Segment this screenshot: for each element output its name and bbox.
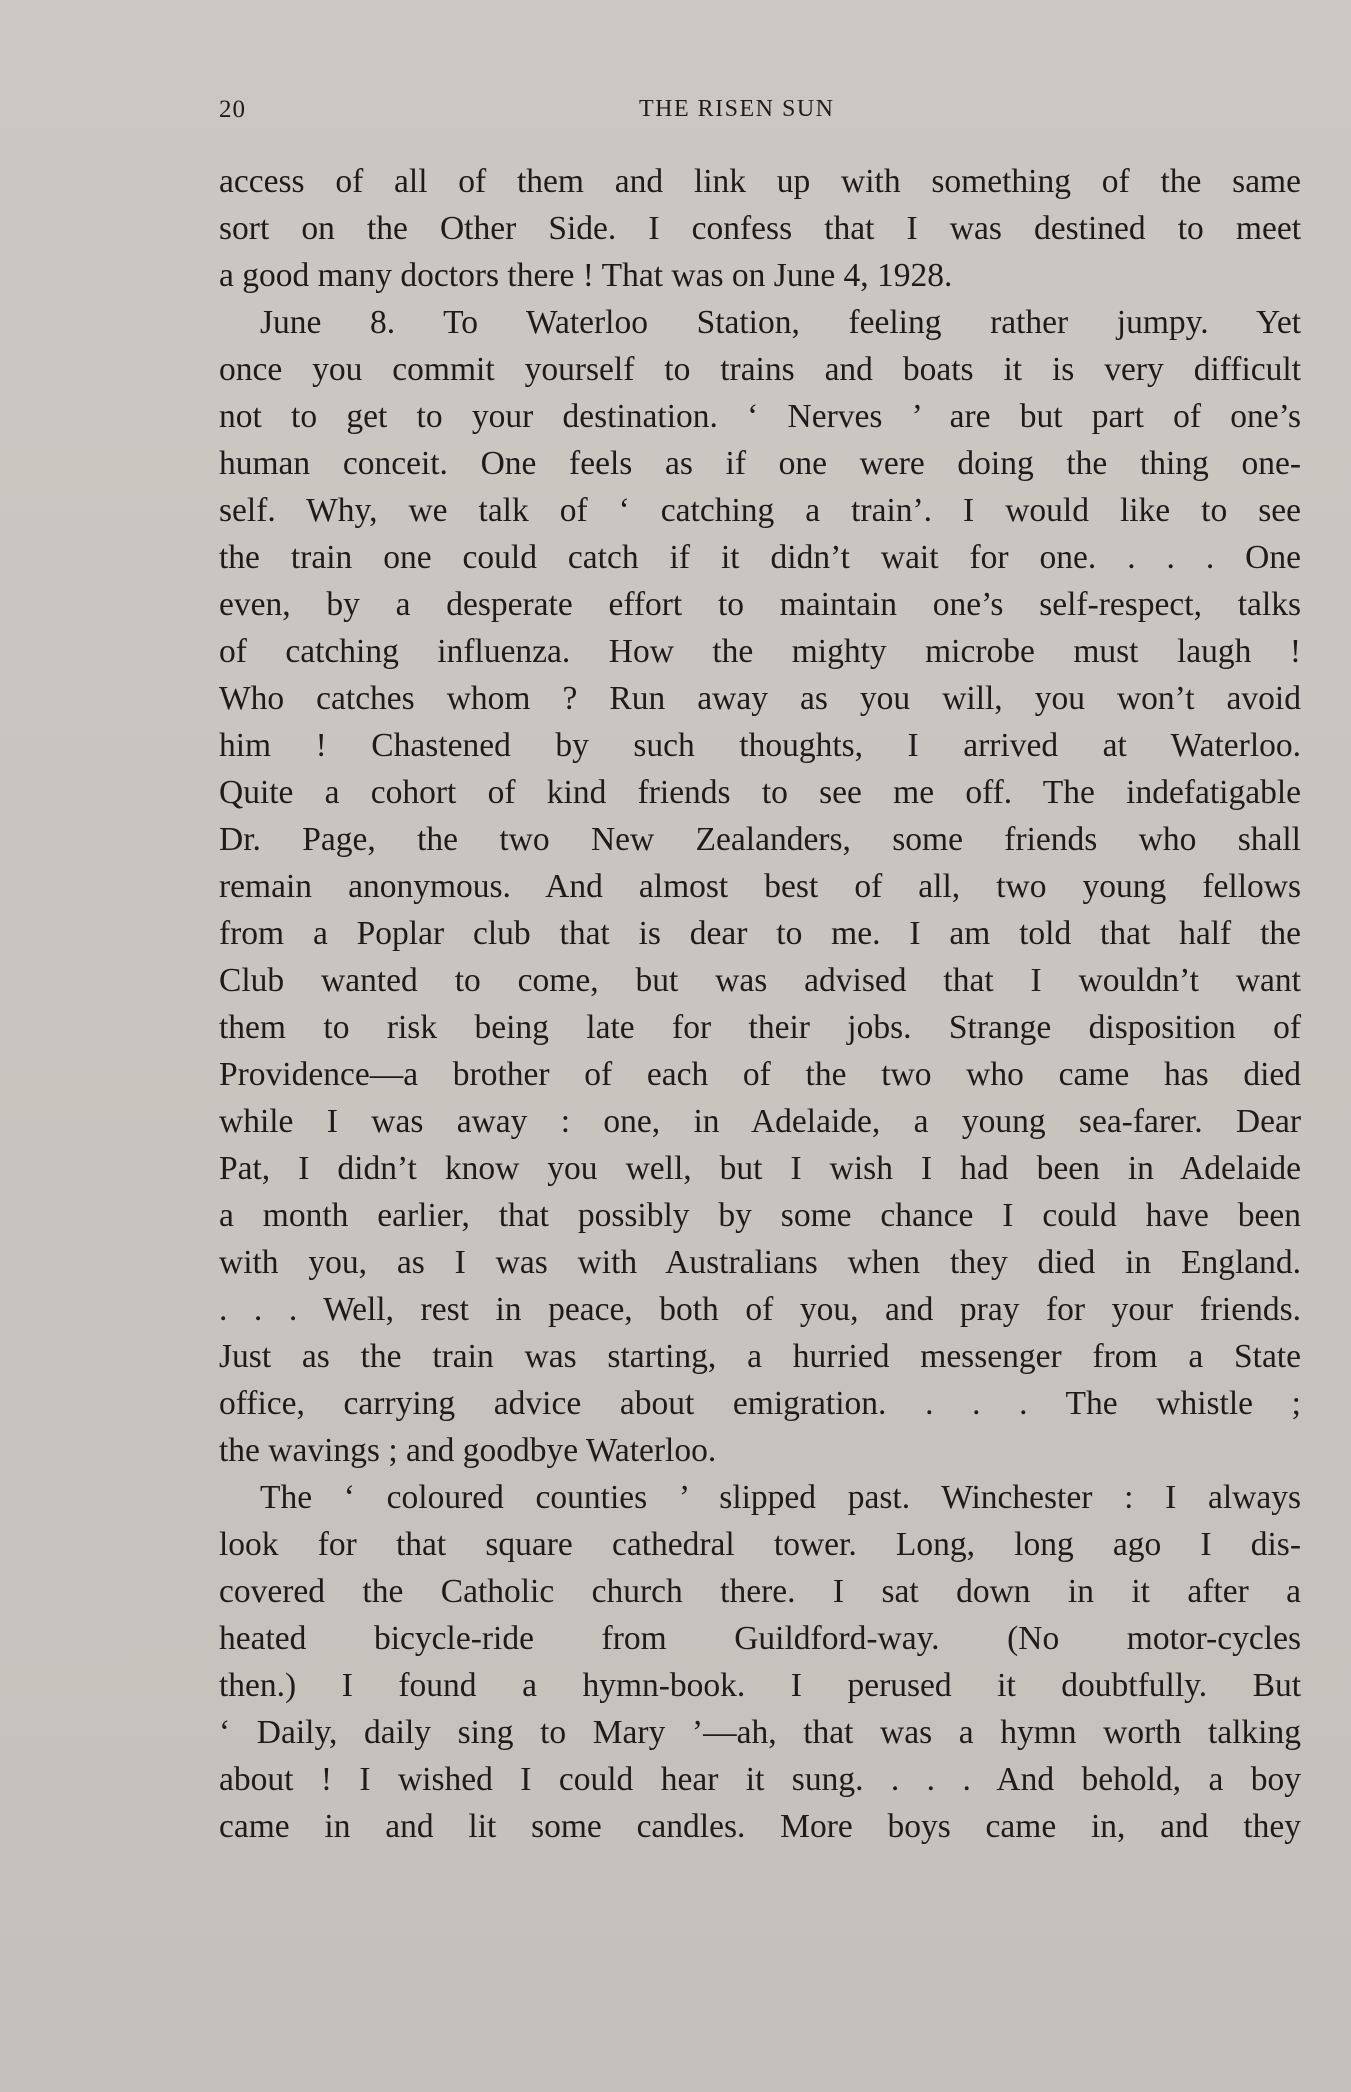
- text-line: covered the Catholic church there. I sat down in it after a: [219, 1573, 1301, 1610]
- text-line: from a Poplar club that is dear to me. I am told that half the: [219, 915, 1301, 952]
- text-line: remain anonymous. And almost best of all, two young fellows: [219, 868, 1301, 905]
- text-line: Club wanted to come, but was advised that I wouldn’t want: [219, 962, 1301, 999]
- text-line: look for that square cathedral tower. Long, long ago I dis-: [219, 1526, 1301, 1563]
- running-title: THE RISEN SUN: [639, 96, 835, 122]
- text-line: not to get to your destination. ‘ Nerves ’ are but part of one’s: [219, 398, 1301, 435]
- text-line: heated bicycle-ride from Guildford-way. (No motor-cycles: [219, 1620, 1301, 1657]
- text-line: even, by a desperate effort to maintain one’s self-respect, talks: [219, 586, 1301, 623]
- text-line: while I was away : one, in Adelaide, a young sea-farer. Dear: [219, 1103, 1301, 1140]
- text-line: access of all of them and link up with something of the same: [219, 163, 1301, 200]
- text-line: of catching influenza. How the mighty microbe must laugh !: [219, 633, 1301, 670]
- body-text: [219, 158, 1301, 1850]
- text-line: then.) I found a hymn-book. I perused it doubtfully. But: [219, 1667, 1301, 1704]
- text-line: Providence—a brother of each of the two who came has died: [219, 1056, 1301, 1093]
- text-line: once you commit yourself to trains and boats it is very difficult: [219, 351, 1301, 388]
- text-line: him ! Chastened by such thoughts, I arrived at Waterloo.: [219, 727, 1301, 764]
- text-line: sort on the Other Side. I confess that I was destined to meet: [219, 210, 1301, 247]
- text-line: about ! I wished I could hear it sung. . . . And behold, a boy: [219, 1761, 1301, 1798]
- text-line: a good many doctors there ! That was on June 4, 1928.: [219, 257, 953, 294]
- text-line: office, carrying advice about emigration. . . . The whistle ;: [219, 1385, 1301, 1422]
- text-line: Dr. Page, the two New Zealanders, some friends who shall: [219, 821, 1301, 858]
- page-number: 20: [219, 96, 246, 123]
- running-head: [219, 96, 1299, 136]
- text-line: The ‘ coloured counties ’ slipped past. Winchester : I always: [260, 1479, 1301, 1516]
- text-line: them to risk being late for their jobs. Strange disposition of: [219, 1009, 1301, 1046]
- text-line: . . . Well, rest in peace, both of you, and pray for your friends.: [219, 1291, 1301, 1328]
- text-line: came in and lit some candles. More boys came in, and they: [219, 1808, 1301, 1845]
- text-line: Quite a cohort of kind friends to see me off. The indefatigable: [219, 774, 1301, 811]
- text-line: the wavings ; and goodbye Waterloo.: [219, 1432, 717, 1469]
- text-line: a month earlier, that possibly by some chance I could have been: [219, 1197, 1301, 1234]
- text-line: Pat, I didn’t know you well, but I wish I had been in Adelaide: [219, 1150, 1301, 1187]
- text-line: June 8. To Waterloo Station, feeling rather jumpy. Yet: [260, 304, 1301, 341]
- text-line: self. Why, we talk of ‘ catching a train’. I would like to see: [219, 492, 1301, 529]
- text-line: Just as the train was starting, a hurried messenger from a State: [219, 1338, 1301, 1375]
- text-line: with you, as I was with Australians when they died in England.: [219, 1244, 1301, 1281]
- text-line: ‘ Daily, daily sing to Mary ’—ah, that was a hymn worth talking: [219, 1714, 1301, 1751]
- text-line: human conceit. One feels as if one were doing the thing one-: [219, 445, 1301, 482]
- text-line: the train one could catch if it didn’t wait for one. . . . One: [219, 539, 1301, 576]
- text-line: Who catches whom ? Run away as you will, you won’t avoid: [219, 680, 1301, 717]
